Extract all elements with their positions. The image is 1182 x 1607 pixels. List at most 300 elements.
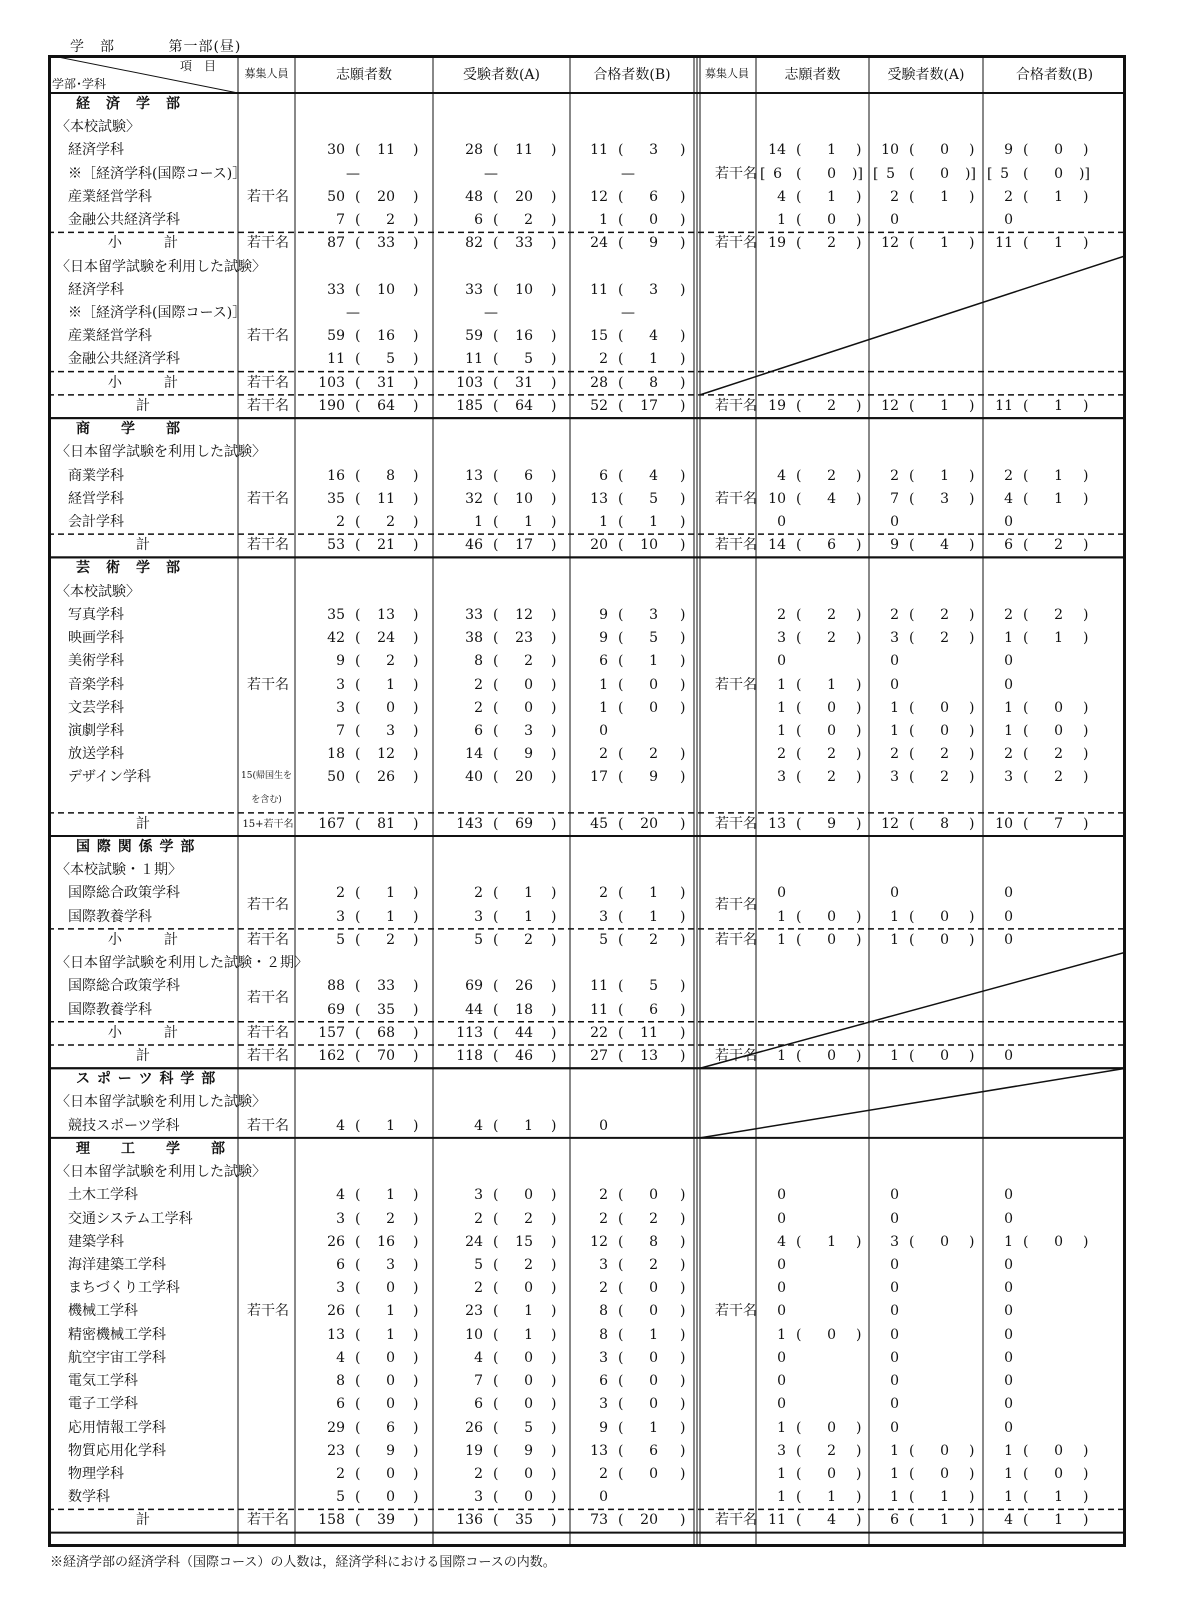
applicants-close-paren: ) [413,1396,419,1413]
applicants-2-open-paren: ( [796,142,802,159]
row-label: 国際教養学科 [68,908,152,925]
examinees-close-paren: ) [551,212,557,229]
passers-sub-value: 0 [649,1187,658,1204]
applicants-2-value: 0 [777,1349,786,1366]
table-row [48,1231,1126,1254]
passers-2-close-paren: ) [1083,537,1089,554]
passers-value: 11 [590,1001,608,1018]
examinees-sub-value: 0 [524,1489,533,1506]
applicants-open-paren: ( [355,1024,361,1041]
examinees-value: 28 [465,142,483,159]
examinees-close-paren: ) [551,1512,557,1529]
examinees-close-paren: ) [551,490,557,507]
applicants-sub-value: 0 [386,699,395,716]
table-row [48,743,1126,766]
examinees-open-paren: ( [493,351,499,368]
examinees-sub-value: 18 [515,1001,533,1018]
examinees-2-sub-value: 4 [940,537,949,554]
examinees-2-close-paren: ) [969,490,975,507]
examinees-value: 6 [474,722,483,739]
examinees-close-paren: ) [551,1442,557,1459]
passers-value: 12 [590,188,608,205]
examinees-close-paren: ) [551,1117,557,1134]
course-value: 5 [1000,165,1009,182]
applicants-close-paren: ) [413,606,419,623]
design-note-2: を含む) [251,794,282,805]
examinees-sub-value: 1 [524,1117,533,1134]
passers-2-sub-value: 0 [1054,699,1063,716]
table-row [48,1417,1126,1440]
recruit-count: 若干名 [247,328,289,345]
passers-2-close-paren: ) [1083,188,1089,205]
examinees-2-sub-value: 0 [940,1465,949,1482]
applicants-2-value: 3 [777,1442,786,1459]
passers-sub-value: 20 [640,1512,658,1529]
examinees-2-close-paren: ) [969,699,975,716]
examinees-sub-value: 16 [515,328,533,345]
passers-value: 0 [599,1489,608,1506]
examinees-value: 14 [465,746,483,763]
examinees-value: 103 [456,374,483,391]
examinees-dash: — [484,304,498,321]
applicants-close-paren: ) [413,1373,419,1390]
applicants-close-paren: ) [413,1210,419,1227]
passers-2-sub-value: 1 [1054,188,1063,205]
passers-open-paren: ( [618,606,624,623]
applicants-value: 2 [336,513,345,530]
applicants-open-paren: ( [355,188,361,205]
recruit-count: 若干名 [247,931,289,948]
applicants-2-value: 3 [777,630,786,647]
applicants-value: 53 [327,537,345,554]
row-label: 経 済 学 部 [76,96,181,112]
table-row [48,697,1126,720]
applicants-2-sub-value: 0 [827,699,836,716]
applicants-sub-value: 81 [377,815,395,832]
recruit-header: 募集人員 [244,67,289,80]
passers-sub-value: 0 [649,1396,658,1413]
examinees-2-value: 1 [890,1465,899,1482]
passers-open-paren: ( [618,188,624,205]
applicants-close-paren: ) [413,1512,419,1529]
passers-2-value: 4 [1004,1512,1013,1529]
examinees-2-sub-value: 0 [940,699,949,716]
passers-close-paren: ) [680,351,686,368]
table-row [48,1347,1126,1370]
table-row [48,395,1126,418]
examinees-value: 136 [456,1512,483,1529]
passers-open-paren: ( [618,908,624,925]
passers-sub-value: 2 [649,1210,658,1227]
recruit-count-2: 若干名 [715,815,757,832]
recruit-count: 若干名 [715,1303,757,1320]
passers-open-paren: ( [618,630,624,647]
examinees-2-value: 9 [890,537,899,554]
passers-value: 52 [590,397,608,414]
applicants-open-paren: ( [355,281,361,298]
examinees-open-paren: ( [493,1001,499,1018]
examinees-2-close-paren: ) [969,188,975,205]
passers-2-sub-value: 2 [1054,746,1063,763]
passers-value: 2 [599,1210,608,1227]
passers-close-paren: ) [680,699,686,716]
examinees-value: 48 [465,188,483,205]
examinees-sub-value: 0 [524,699,533,716]
examinees-sub-value: 20 [515,188,533,205]
examinees-2-close-paren: ) [969,1233,975,1250]
applicants-open-paren: ( [355,1280,361,1297]
applicants-open-paren: ( [355,653,361,670]
course-sub-value: 0 [940,165,949,182]
passers-2-open-paren: ( [1023,699,1029,716]
passers-2-value: 1 [1004,1233,1013,1250]
examinees-2-value: 12 [881,397,899,414]
applicants-2-close-paren: ) [856,537,862,554]
row-label: 金融公共経済学科 [68,212,180,229]
passers-2-value: 0 [1004,1349,1013,1366]
applicants-2-sub-value: 0 [827,908,836,925]
recruit-count: 若干名 [247,537,289,554]
recruit-count-2: 若干名 [715,1048,757,1065]
passers-open-paren: ( [618,746,624,763]
passers-close-paren: ) [680,1024,686,1041]
passers-2-open-paren: ( [1023,769,1029,786]
passers-2-sub-value: 2 [1054,537,1063,554]
examinees-2-value: 0 [890,1303,899,1320]
passers-value: 73 [590,1512,608,1529]
examinees-2-close-paren: ) [969,606,975,623]
passers-value: 8 [599,1326,608,1343]
passers-2-close-paren: ) [1083,1233,1089,1250]
examinees-2-value: 0 [890,1419,899,1436]
examinees-close-paren: ) [551,1373,557,1390]
applicants-sub-value: 39 [377,1512,395,1529]
applicants-sub-value: 35 [377,1001,395,1018]
applicants-2-open-paren: ( [796,490,802,507]
passers-2-value: 0 [1004,1396,1013,1413]
examinees-open-paren: ( [493,1233,499,1250]
examinees-2-open-paren: ( [909,490,915,507]
applicants-sub-value: 33 [377,235,395,252]
row-label: 航空宇宙工学科 [68,1349,166,1366]
passers-close-paren: ) [680,1257,686,1273]
passers-2-sub-value: 2 [1054,606,1063,623]
examinees-open-paren: ( [493,490,499,507]
passers-open-paren: ( [618,978,624,995]
passers-2-open-paren: ( [1023,537,1029,554]
passers-sub-value: 3 [649,142,658,159]
applicants-2-open-paren: ( [796,397,802,414]
passers-close-paren: ) [680,769,686,786]
table-row [48,441,1126,464]
applicants-value: 35 [327,606,345,623]
passers-sub-value: 1 [649,908,658,925]
applicants-open-paren: ( [355,1048,361,1065]
applicants-2-open-paren: ( [796,676,802,693]
examinees-2-open-paren: ( [909,699,915,716]
examinees-2-value: 0 [890,1257,899,1273]
applicants-2-open-paren: ( [796,908,802,925]
applicants-sub-value: 16 [377,1233,395,1250]
table-row [48,1324,1126,1347]
passers-close-paren: ) [680,746,686,763]
row-label: 放送学科 [68,746,124,763]
applicants-value: 158 [318,1512,345,1529]
applicants-2-sub-value: 0 [827,1465,836,1482]
applicants-sub-value: 16 [377,328,395,345]
examinees-close-paren: ) [551,1210,557,1227]
applicants-2-sub-value: 4 [827,490,836,507]
passers-close-paren: ) [680,374,686,391]
passers-close-paren: ) [680,142,686,159]
applicants-sub-value: 8 [386,467,395,484]
examinees-2-sub-value: 0 [940,722,949,739]
row-label: 物理学科 [68,1465,124,1482]
examinees-2-value: 0 [890,653,899,670]
table-row [48,1022,1126,1045]
applicants-sub-value: 70 [377,1048,395,1065]
applicants-open-paren: ( [355,1210,361,1227]
passers-close-paren: ) [680,978,686,995]
passers-sub-value: 0 [649,212,658,229]
passers-sub-value: 0 [649,1465,658,1482]
applicants-close-paren: ) [413,1001,419,1018]
examinees-sub-value: 0 [524,1280,533,1297]
examinees-close-paren: ) [551,374,557,391]
examinees-value: 26 [465,1419,483,1436]
passers-sub-value: 10 [640,537,658,554]
examinees-2-close-paren: ) [969,722,975,739]
table-row [48,1463,1126,1486]
passers-sub-value: 8 [649,1233,658,1250]
row-label: 芸 術 学 部 [76,560,181,577]
merged-recruit-row [48,163,1126,186]
applicants-2-sub-value: 2 [827,769,836,786]
examinees-sub-value: 10 [515,281,533,298]
examinees-value: 2 [474,1465,483,1482]
applicants-sub-value: 12 [377,746,395,763]
passers-open-paren: ( [618,1233,624,1250]
passers-value: 9 [599,630,608,647]
passers-2-close-paren: ) [1083,1465,1089,1482]
row-label: 〈本校試験〉 [56,583,140,600]
examinees-value: 185 [456,397,483,414]
examinees-value: 33 [465,281,483,298]
examinees-close-paren: ) [551,1465,557,1482]
examinees-sub-value: 1 [524,908,533,925]
applicants-2-close-paren: ) [856,931,862,948]
applicants-value: 26 [327,1233,345,1250]
table-row [48,1509,1126,1532]
examinees-close-paren: ) [551,606,557,623]
passers-2-open-paren: ( [1023,235,1029,252]
row-label: 小 計 [108,1024,178,1041]
row-label: 映画学科 [68,630,124,647]
passers-close-paren: ) [680,490,686,507]
passers-sub-value: 1 [649,351,658,368]
passers-2-close-paren: ) [1083,235,1089,252]
applicants-close-paren: ) [413,351,419,368]
examinees-open-paren: ( [493,1303,499,1320]
applicants-2-close-paren: ) [856,908,862,925]
examinees-2-open-paren: ( [909,722,915,739]
applicants-2-value: 14 [768,537,786,554]
examinees-open-paren: ( [493,885,499,902]
examinees-open-paren: ( [493,676,499,693]
examinees-2-value: 0 [890,1280,899,1297]
examinees-header-2: 受験者数(A) [887,67,965,83]
applicants-open-paren: ( [355,908,361,925]
examinees-sub-value: 9 [524,746,533,763]
table-row [48,209,1126,232]
examinees-2-open-paren: ( [909,397,915,414]
examinees-dash: — [484,165,498,182]
applicants-2-close-paren: ) [856,235,862,252]
passers-value: 6 [599,653,608,670]
footnote: ※経済学部の経済学科（国際コース）の人数は，経済学科における国際コースの内数。 [50,1555,556,1570]
passers-dash: — [621,304,635,321]
table-row [48,1277,1126,1300]
examinees-2-close-paren: ) [969,769,975,786]
applicants-close-paren: ) [413,1326,419,1343]
applicants-2-sub-value: 9 [827,815,836,832]
applicants-value: 167 [318,815,345,832]
applicants-value: 157 [318,1024,345,1041]
row-label: 交通システム工学科 [68,1210,193,1227]
applicants-open-paren: ( [355,235,361,252]
row-label: 応用情報工学科 [68,1419,166,1436]
passers-close-paren: ) [680,1349,686,1366]
examinees-close-paren: ) [551,1048,557,1065]
applicants-open-paren: ( [355,490,361,507]
applicants-open-paren: ( [355,467,361,484]
examinees-sub-value: 26 [515,978,533,995]
examinees-2-close-paren: ) [969,1489,975,1506]
examinees-close-paren: ) [551,769,557,786]
passers-value: 1 [599,676,608,693]
passers-sub-value: 1 [649,513,658,530]
applicants-value: 5 [336,1489,345,1506]
recruit-count: 若干名 [247,989,289,1006]
row-label: 小 計 [108,931,178,948]
passers-open-paren: ( [618,281,624,298]
passers-sub-value: 5 [649,630,658,647]
recruit-count: 若干名 [247,374,289,391]
passers-sub-value: 1 [649,1326,658,1343]
examinees-2-value: 1 [890,931,899,948]
passers-close-paren: ) [680,235,686,252]
passers-2-open-paren: ( [1023,1489,1029,1506]
passers-value: 2 [599,1465,608,1482]
applicants-2-value: 4 [777,467,786,484]
passers-value: 2 [599,885,608,902]
passers-2-close-paren: ) [1083,746,1089,763]
passers-value: 0 [599,1117,608,1134]
passers-value: 1 [599,513,608,530]
applicants-sub-value: 9 [386,1442,395,1459]
row-label: 美術学科 [68,653,124,670]
passers-close-paren: ) [680,281,686,298]
examinees-2-close-paren: ) [969,1048,975,1065]
examinees-open-paren: ( [493,931,499,948]
passers-2-sub-value: 0 [1054,722,1063,739]
table-row [48,1138,1126,1161]
applicants-close-paren: ) [413,630,419,647]
applicants-close-paren: ) [413,142,419,159]
applicants-sub-value: 68 [377,1024,395,1041]
applicants-2-value: 2 [777,746,786,763]
passers-2-close-paren: ) [1083,397,1089,414]
examinees-2-close-paren: ) [969,630,975,647]
examinees-value: 3 [474,1489,483,1506]
examinees-2-sub-value: 1 [940,235,949,252]
applicants-2-close-paren: ) [856,1489,862,1506]
applicants-sub-value: 0 [386,1396,395,1413]
passers-2-sub-value: 1 [1054,397,1063,414]
applicants-open-paren: ( [355,885,361,902]
row-label: 計 [136,815,150,832]
examinees-2-value: 0 [890,1349,899,1366]
applicants-value: 35 [327,490,345,507]
passers-sub-value: 17 [640,397,658,414]
applicants-sub-value: 1 [386,885,395,902]
applicants-open-paren: ( [355,1489,361,1506]
row-label: 電子工学科 [68,1396,138,1413]
applicants-sub-value: 26 [377,769,395,786]
examinees-2-sub-value: 0 [940,908,949,925]
table-row [48,116,1126,139]
examinees-value: 2 [474,885,483,902]
passers-2-value: 0 [1004,931,1013,948]
table-row [48,1440,1126,1463]
examinees-sub-value: 46 [515,1048,533,1065]
applicants-value: 162 [318,1048,345,1065]
applicants-2-value: 0 [777,513,786,530]
applicants-2-sub-value: 0 [827,722,836,739]
examinees-open-paren: ( [493,722,499,739]
examinees-close-paren: ) [551,1303,557,1320]
examinees-2-open-paren: ( [909,908,915,925]
examinees-value: 82 [465,235,483,252]
examinees-open-paren: ( [493,1024,499,1041]
examinees-2-sub-value: 1 [940,1512,949,1529]
passers-2-value: 0 [1004,1419,1013,1436]
applicants-2-open-paren: ( [796,235,802,252]
passers-2-value: 9 [1004,142,1013,159]
applicants-value: 11 [327,351,345,368]
passers-value: 2 [599,1280,608,1297]
passers-2-sub-value: 1 [1054,235,1063,252]
row-label: 機械工学科 [68,1303,138,1320]
examinees-close-paren: ) [551,328,557,345]
applicants-value: 3 [336,908,345,925]
passers-sub-value: 0 [649,676,658,693]
examinees-2-sub-value: 2 [940,769,949,786]
passers-2-open-paren: ( [1023,630,1029,647]
examinees-open-paren: ( [493,1117,499,1134]
course-sub-value: 0 [827,165,836,182]
passers-sub-value: 5 [649,490,658,507]
examinees-value: 2 [474,676,483,693]
applicants-open-paren: ( [355,630,361,647]
admissions-table [48,55,1126,1547]
examinees-2-open-paren: ( [909,537,915,554]
passers-sub-value: 11 [640,1024,658,1041]
examinees-close-paren: ) [551,467,557,484]
applicants-open-paren: ( [355,1001,361,1018]
course-open-paren: ( [796,165,802,182]
applicants-2-close-paren: ) [856,1233,862,1250]
